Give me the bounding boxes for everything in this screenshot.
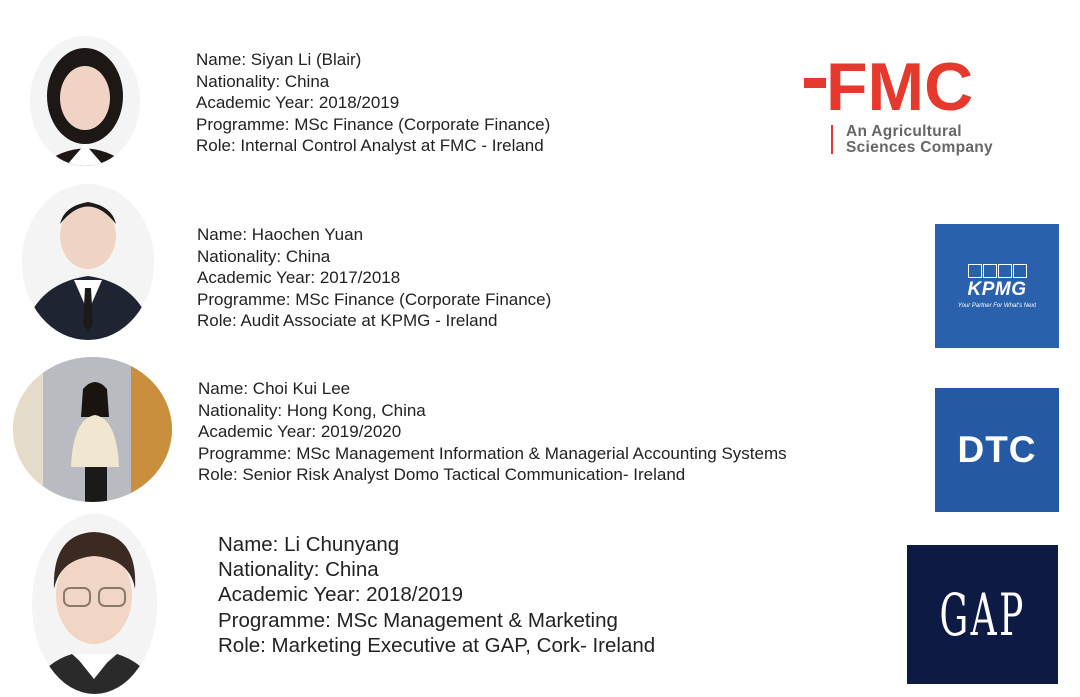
- profile-info: [198, 378, 787, 486]
- profile-programme: Programme: MSc Finance (Corporate Finance): [197, 289, 552, 309]
- kpmg-box-icon: [968, 264, 982, 278]
- profile-academic-year: Academic Year: 2017/2018: [197, 268, 401, 288]
- profile-nationality: Nationality: Hong Kong, China: [198, 400, 426, 420]
- fmc-tagline-line-1: An Agricultural: [846, 123, 962, 140]
- portrait-image: [30, 36, 140, 166]
- profile-academic-year: Academic Year: 2019/2020: [198, 422, 402, 442]
- fmc-tagline: [846, 124, 993, 156]
- dtc-logo-word: DTC: [957, 429, 1037, 470]
- profile-info: [196, 49, 550, 157]
- profile-name: Name: Choi Kui Lee: [198, 379, 351, 398]
- kpmg-box-icon: [983, 264, 997, 278]
- fmc-logo-word: FMC: [826, 56, 974, 116]
- dtc-logo: [935, 388, 1059, 512]
- kpmg-box-icon: [998, 264, 1012, 278]
- profile-role: Role: Marketing Executive at GAP, Cork- Ireland: [218, 633, 656, 657]
- avatar-photo: [13, 357, 172, 502]
- avatar-photo: [30, 36, 140, 166]
- kpmg-tagline: Your Partner For What's Next: [957, 302, 1037, 309]
- profile-nationality: Nationality: China: [218, 558, 379, 582]
- gap-logo: [907, 545, 1058, 684]
- avatar-photo: [22, 184, 154, 340]
- profile-info: [218, 532, 655, 658]
- profile-name: Name: Li Chunyang: [218, 533, 400, 556]
- profile-nationality: Nationality: China: [196, 71, 330, 91]
- portrait-image: [32, 514, 157, 694]
- profile-info: [197, 224, 551, 332]
- gap-logo-word: GAP: [939, 580, 1026, 649]
- kpmg-logo-boxes: [968, 264, 1027, 278]
- fmc-logo: [804, 56, 1056, 116]
- profile-name: Name: Haochen Yuan: [197, 225, 364, 244]
- profile-programme: Programme: MSc Management Information & Managerial Accounting Systems: [198, 443, 787, 463]
- fmc-divider: [831, 125, 833, 154]
- kpmg-box-icon: [1013, 264, 1027, 278]
- profile-name: Name: Siyan Li (Blair): [196, 50, 362, 69]
- profile-role: Role: Internal Control Analyst at FMC - Ireland: [196, 136, 544, 156]
- profile-academic-year: Academic Year: 2018/2019: [196, 93, 400, 113]
- profile-programme: Programme: MSc Management & Marketing: [218, 608, 618, 632]
- profile-academic-year: Academic Year: 2018/2019: [218, 583, 464, 607]
- profile-role: Role: Audit Associate at KPMG - Ireland: [197, 311, 498, 331]
- profile-programme: Programme: MSc Finance (Corporate Finance): [196, 114, 551, 134]
- portrait-image: [22, 184, 154, 340]
- avatar-photo: [32, 514, 157, 694]
- profile-nationality: Nationality: China: [197, 246, 331, 266]
- kpmg-logo: [935, 224, 1059, 348]
- portrait-image: [13, 357, 172, 502]
- kpmg-logo-word: KPMG: [967, 278, 1027, 300]
- profile-role: Role: Senior Risk Analyst Domo Tactical Communication- Ireland: [198, 465, 686, 485]
- fmc-tagline-line-2: Sciences Company: [846, 139, 993, 156]
